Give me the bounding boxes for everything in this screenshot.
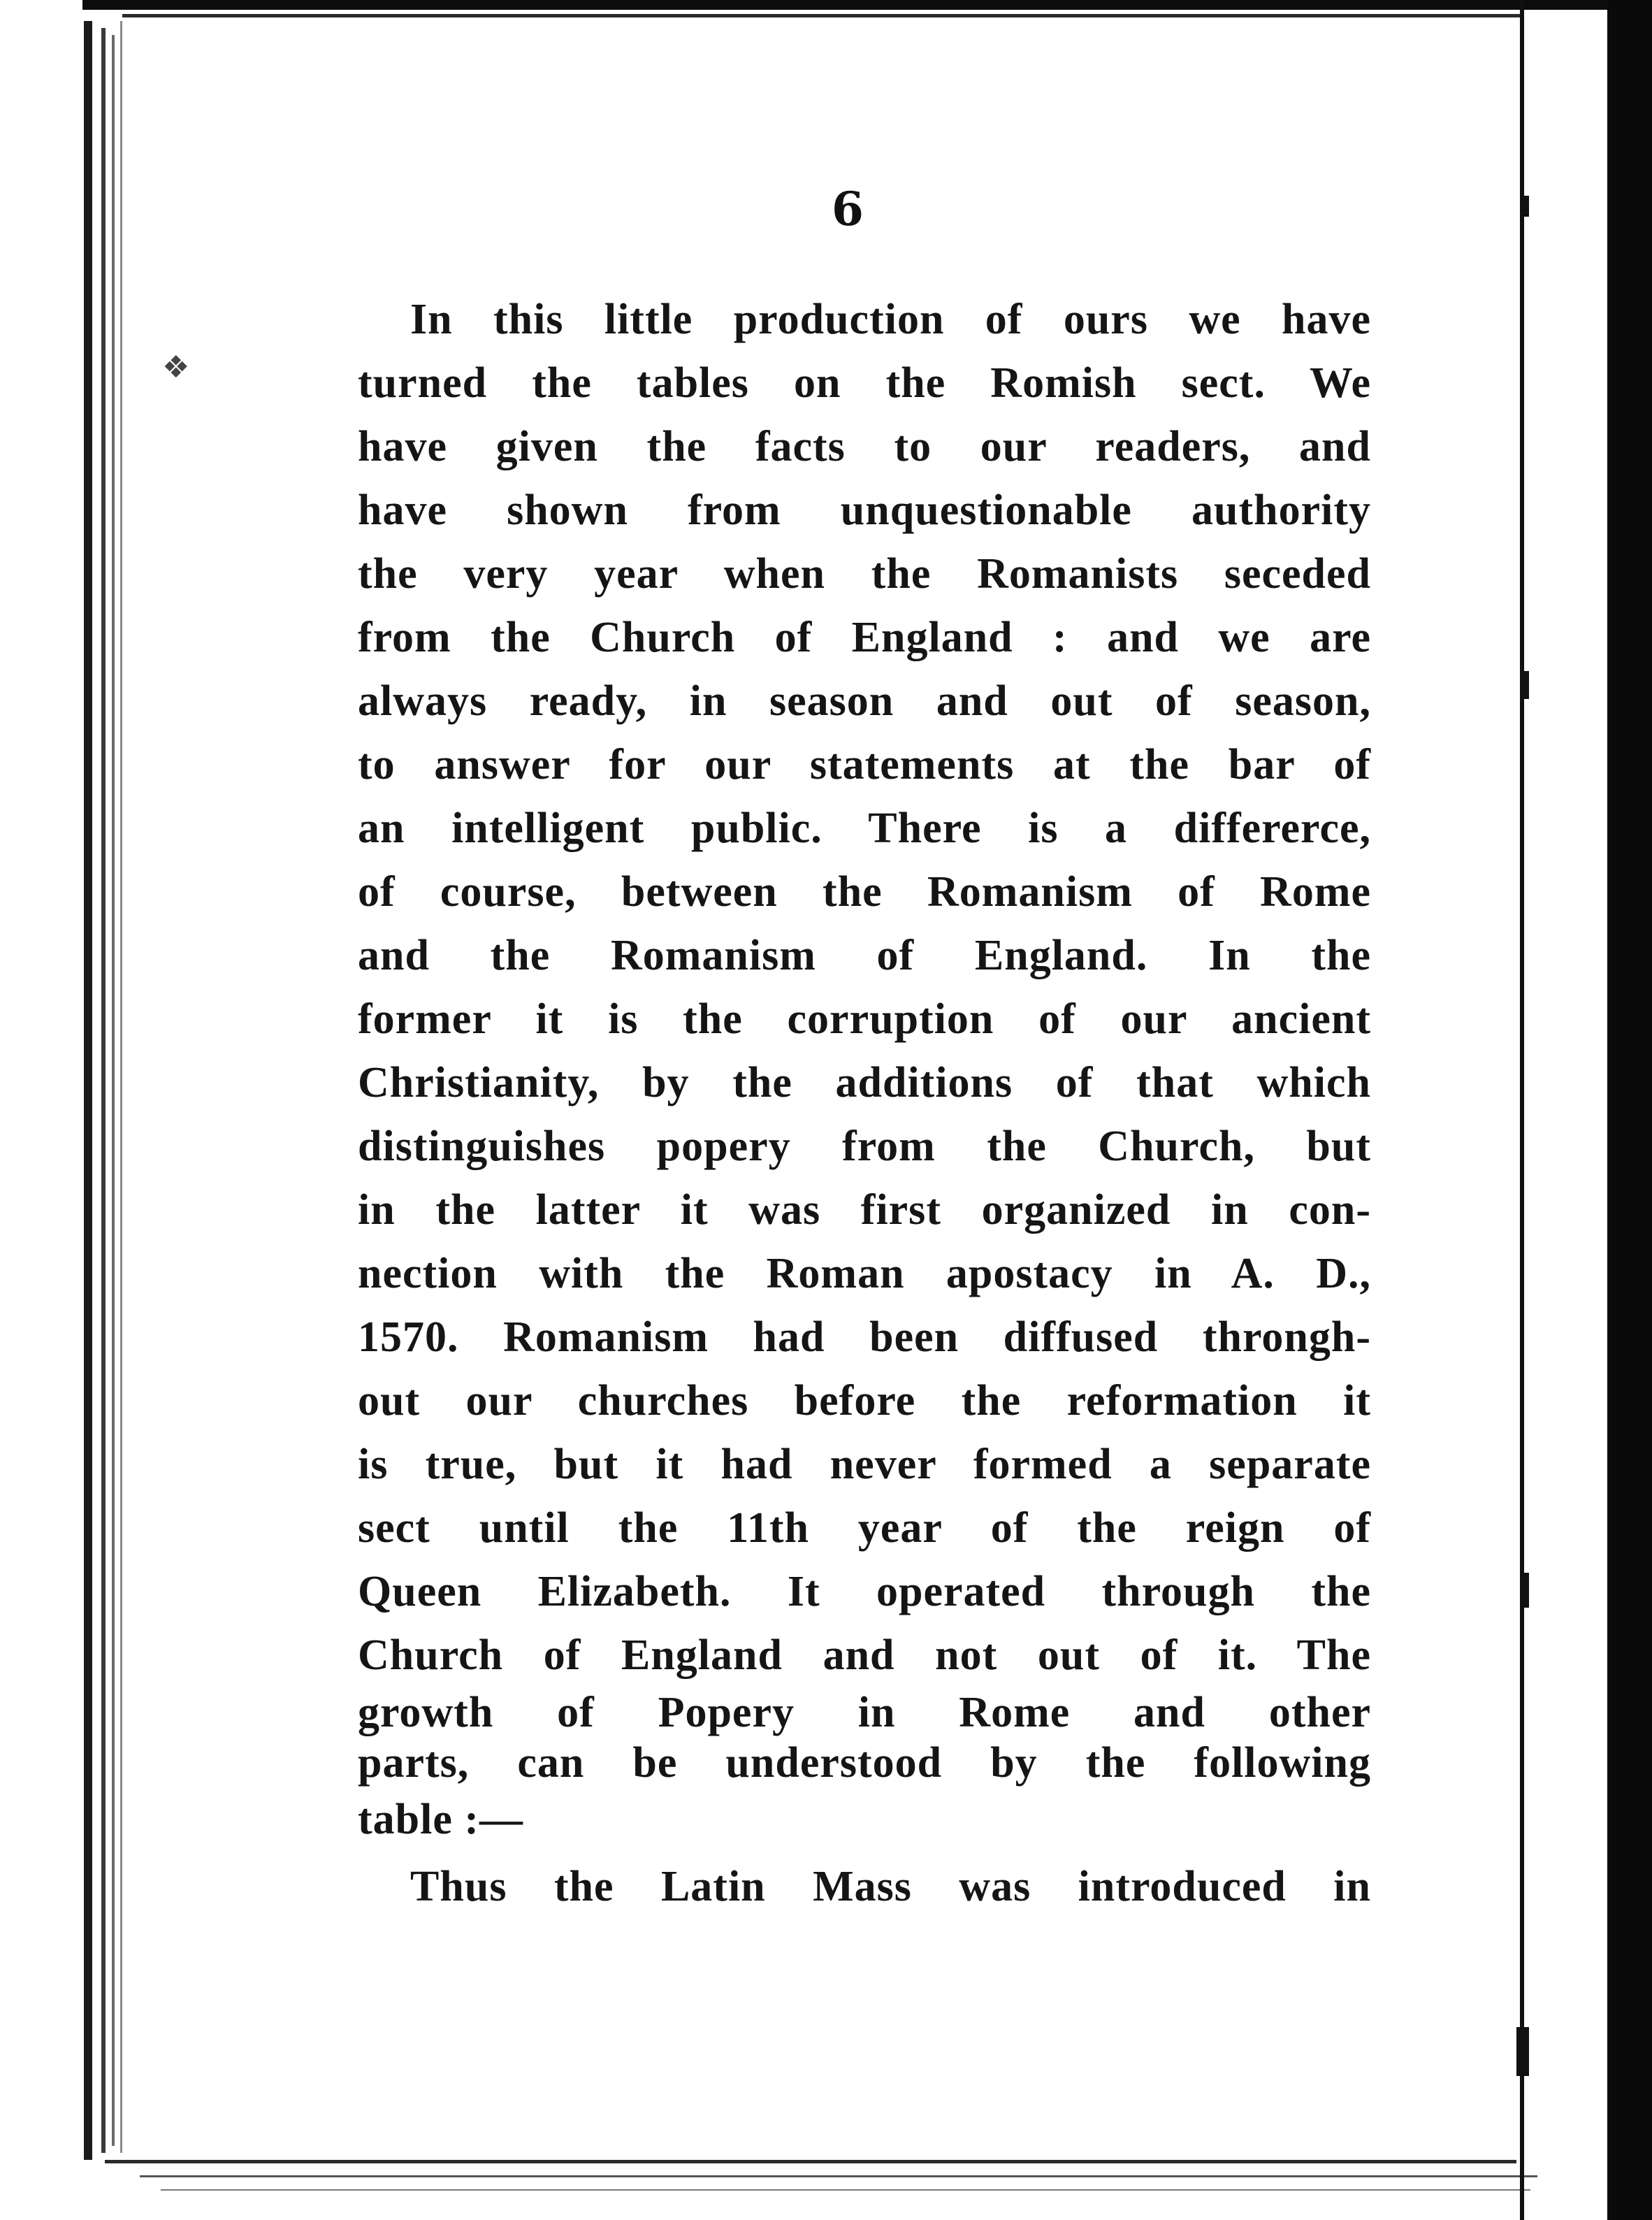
spine-line [84,21,92,2160]
text-line: Christianity, by the additions of that which [358,1059,1371,1107]
text-line: former it is the corruption of our ancient [358,995,1371,1043]
text-line: In this little production of ours we have [410,296,1371,343]
text-line: always ready, in season and out of season, [358,677,1371,725]
scanner-right-border [1607,0,1652,2220]
spine-line [120,21,122,2153]
page-bottom-edge [105,2160,1516,2163]
book-spine-edge [0,0,82,2220]
text-line: Thus the Latin Mass was introduced in [410,1863,1371,1910]
text-line: Church of England and not out of it. The [358,1631,1371,1679]
page-bottom-edge [161,2189,1530,2191]
text-line: the very year when the Romanists seceded [358,550,1371,598]
page-top-edge [122,14,1520,17]
body-text [358,288,1371,1922]
text-line: and the Romanism of England. In the [358,932,1371,979]
text-line: parts, can be understood by the following [358,1739,1371,1787]
stray-ink-mark: ❖ [162,349,190,385]
text-line: to answer for our statements at the bar of [358,741,1371,788]
text-line: nection with the Roman apostacy in A. D., [358,1250,1371,1297]
text-line: have shown from unquestionable authority [358,486,1371,534]
text-line: is true, but it had never formed a separate [358,1441,1371,1488]
bleed-mark [1516,2027,1529,2076]
text-line: of course, between the Romanism of Rome [358,868,1371,916]
text-line: out our churches before the reformation it [358,1377,1371,1425]
text-line: in the latter it was first organized in con- [358,1186,1371,1234]
text-line: table :— [358,1796,524,1843]
scanner-top-border [0,0,1652,10]
text-line: Queen Elizabeth. It operated through the [358,1568,1371,1615]
text-line: from the Church of England : and we are [358,614,1371,661]
bleed-mark [1524,1573,1529,1608]
text-line: have given the facts to our readers, and [358,423,1371,470]
text-line: sect until the 11th year of the reign of [358,1504,1371,1552]
text-line: growth of Popery in Rome and other [358,1689,1371,1736]
bleed-mark [1524,671,1529,699]
text-line: an intelligent public. There is a differerce, [358,805,1371,852]
page-bottom-edge [140,2175,1537,2177]
text-line: 1570. Romanism had been diffused throngh- [358,1313,1371,1361]
spine-line [112,35,115,2146]
text-line: distinguishes popery from the Church, but [358,1123,1371,1170]
page-number: 6 [832,182,864,236]
text-line: turned the tables on the Romish sect. We [358,359,1371,407]
spine-line [101,28,106,2153]
facing-page-edge [1520,0,1524,2220]
bleed-mark [1524,196,1529,217]
